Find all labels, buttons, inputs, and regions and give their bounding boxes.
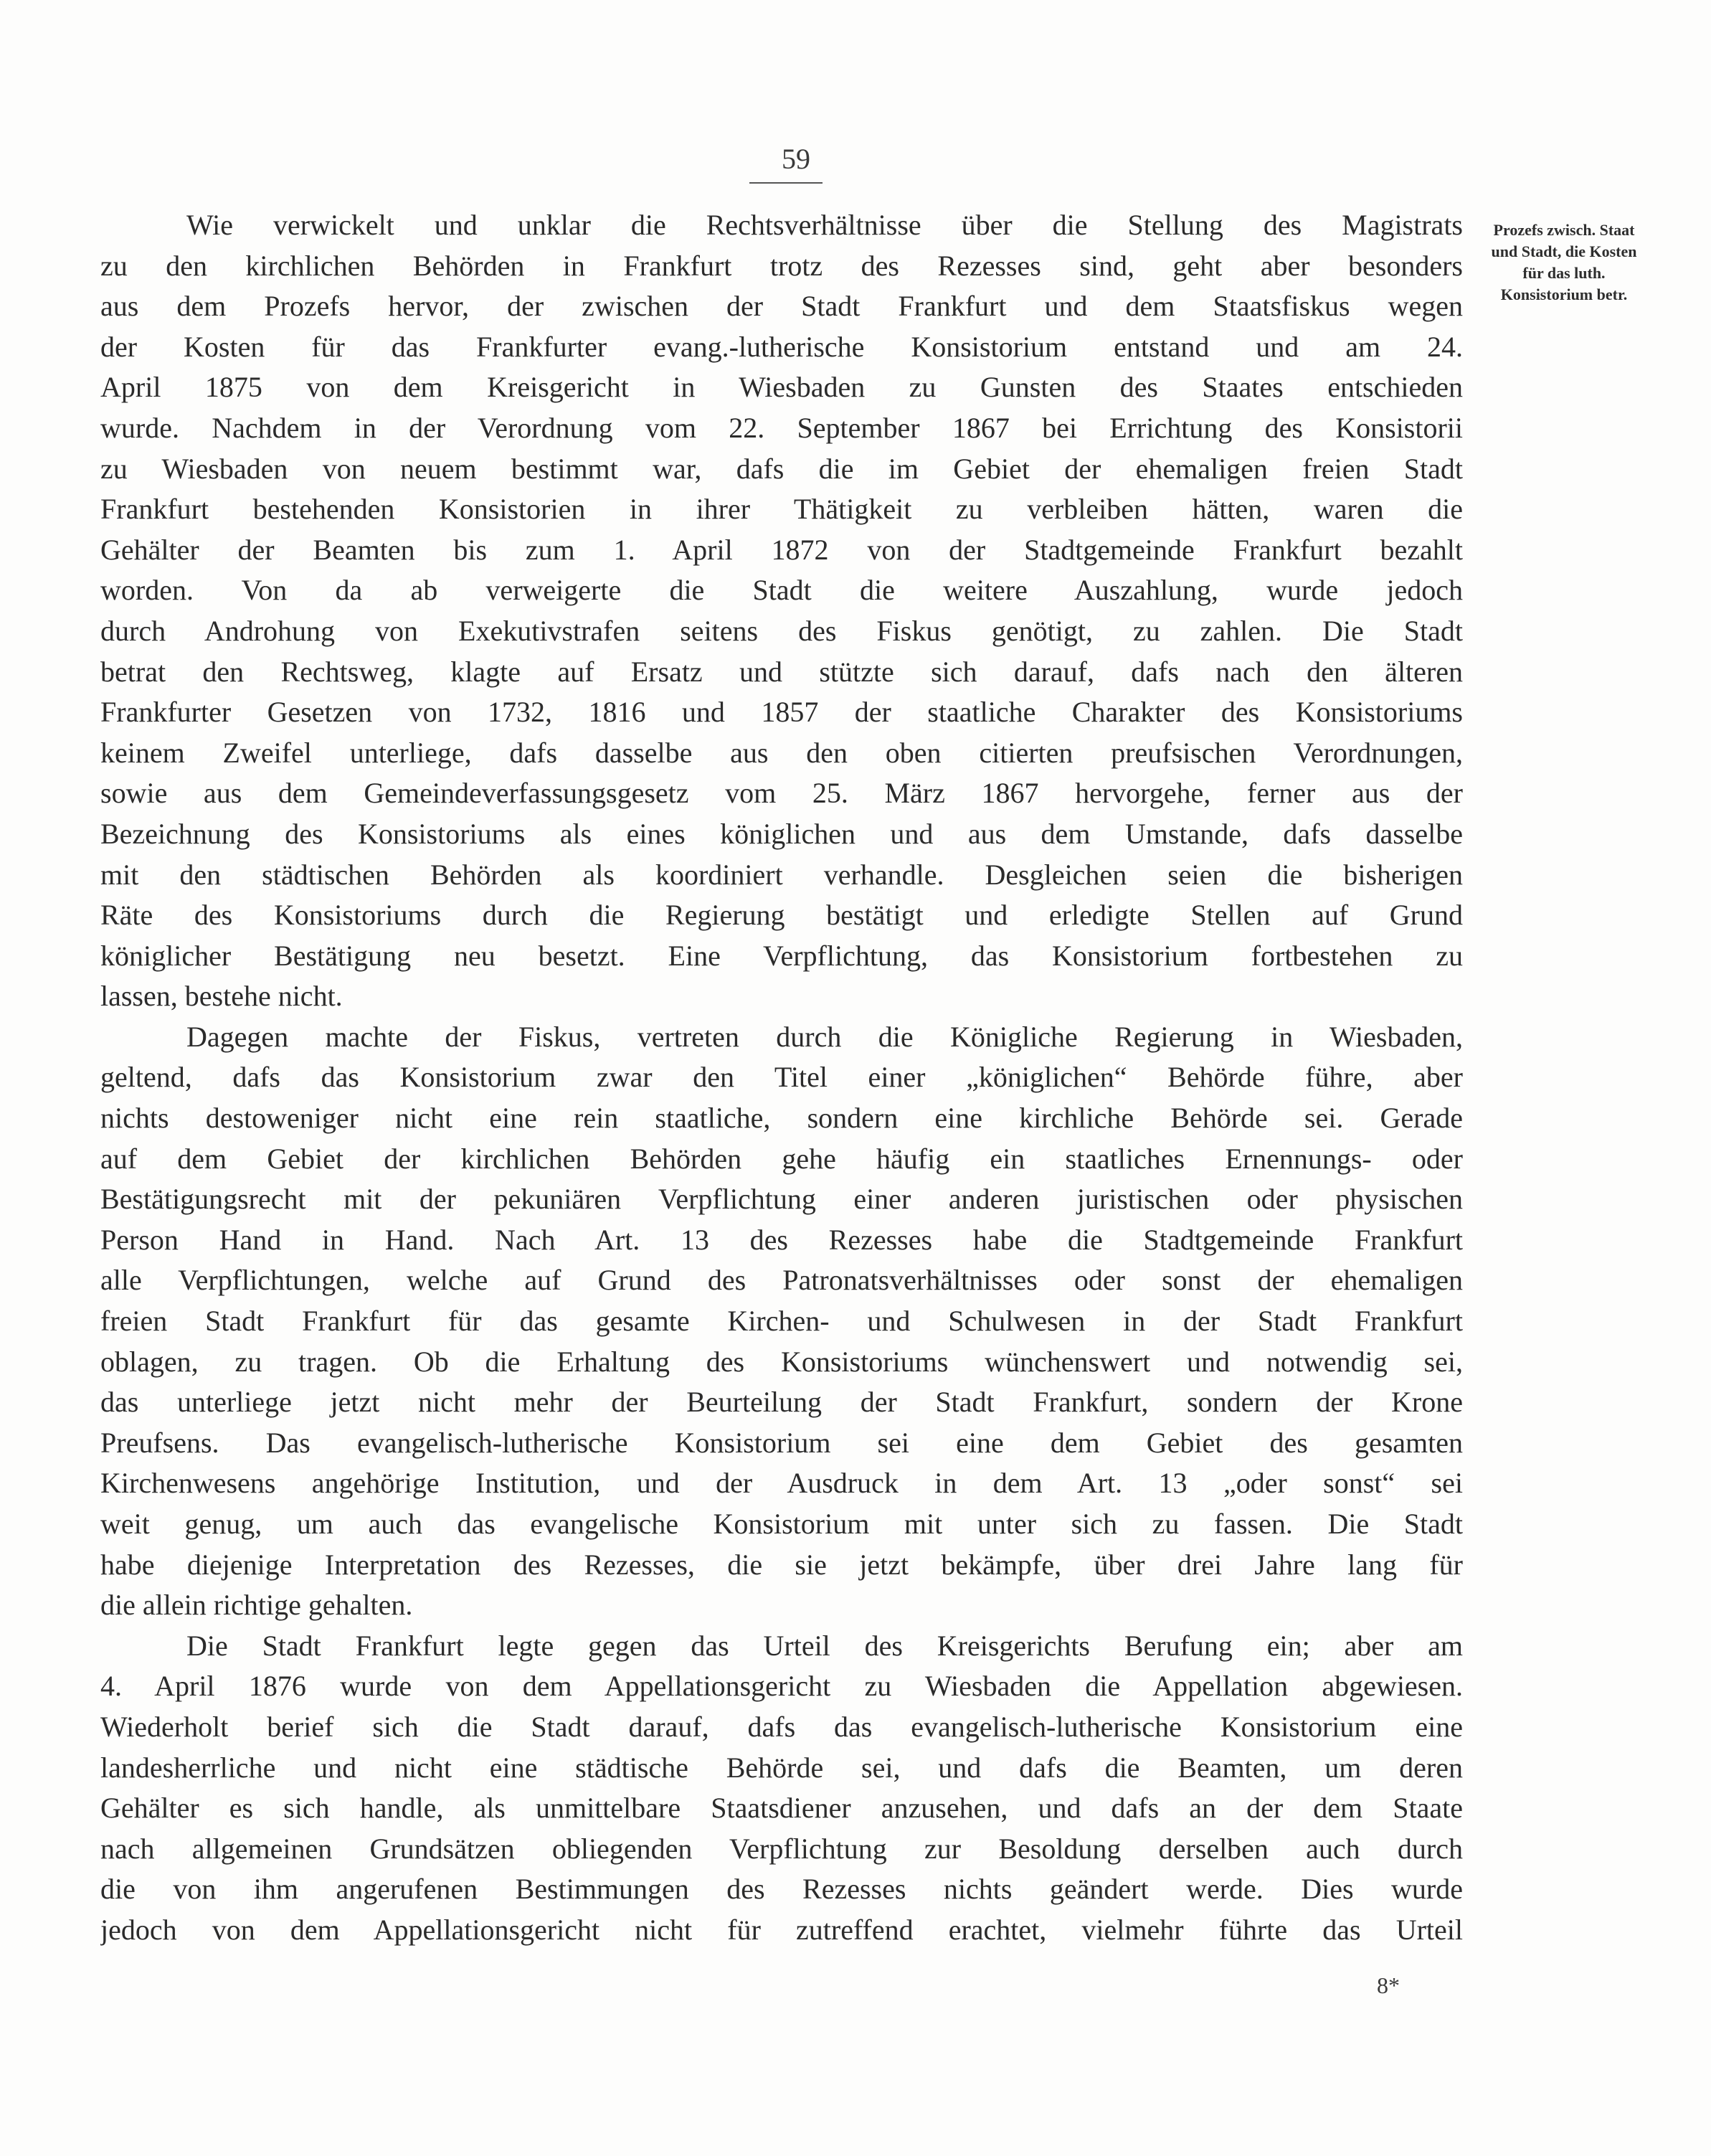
text-line: der Kosten für das Frankfurter evang.-lutherische Konsistorium entstand und am 24. bbox=[100, 330, 1463, 363]
text-line: auf dem Gebiet der kirchlichen Behörden gehe häufig ein staatliches Ernennungs- oder bbox=[100, 1142, 1463, 1175]
text-line: die von ihm angerufenen Bestimmungen des Rezesses nichts geändert werde. Dies wurde bbox=[100, 1873, 1463, 1906]
text-line: durch Androhung von Exekutivstrafen seitens des Fiskus genötigt, zu zahlen. Die Stadt bbox=[100, 614, 1463, 647]
text-line: worden. Von da ab verweigerte die Stadt die weitere Auszahlung, wurde jedoch bbox=[100, 574, 1463, 607]
text-line: nach allgemeinen Grundsätzen obliegenden Verpflichtung zur Besoldung derselben auch durch bbox=[100, 1832, 1463, 1865]
text-line: aus dem Prozefs hervor, der zwischen der Stadt Frankfurt und dem Staatsfiskus wegen bbox=[100, 290, 1463, 323]
text-line: Dagegen machte der Fiskus, vertreten durch die Königliche Regierung in Wiesbaden, bbox=[186, 1020, 1463, 1053]
text-line: Frankfurt bestehenden Konsistorien in ihrer Thätigkeit zu verbleiben hätten, waren die bbox=[100, 493, 1463, 526]
text-line: lassen, bestehe nicht. bbox=[100, 980, 343, 1013]
page-number: 59 bbox=[782, 143, 810, 175]
text-line: betrat den Rechtsweg, klagte auf Ersatz und stützte sich darauf, dafs nach den älteren bbox=[100, 655, 1463, 688]
margin-note: Prozefs zwisch. Staat und Stadt, die Kosten für das luth. Konsistorium betr. bbox=[1491, 221, 1637, 303]
text-line: landesherrliche und nicht eine städtische Behörde sei, und dafs die Beamten, um deren bbox=[100, 1751, 1463, 1784]
text-line: wurde. Nachdem in der Verordnung vom 22. September 1867 bei Errichtung des Konsistorii bbox=[100, 411, 1463, 444]
text-line: zu Wiesbaden von neuem bestimmt war, dafs die im Gebiet der ehemaligen freien Stadt bbox=[100, 452, 1463, 485]
text-line: geltend, dafs das Konsistorium zwar den Titel einer „königlichen“ Behörde führe, aber bbox=[100, 1061, 1463, 1094]
text-line: Kirchenwesens angehörige Institution, und der Ausdruck in dem Art. 13 „oder sonst“ sei bbox=[100, 1467, 1463, 1500]
text-line: keinem Zweifel unterliege, dafs dasselbe aus den oben citierten preufsischen Verordnungen, bbox=[100, 736, 1463, 769]
text-line: sowie aus dem Gemeindeverfassungsgesetz vom 25. März 1867 hervorgehe, ferner aus der bbox=[100, 777, 1463, 810]
text-line: freien Stadt Frankfurt für das gesamte Kirchen- und Schulwesen in der Stadt Frankfurt bbox=[100, 1305, 1463, 1338]
paragraph-2 bbox=[100, 1017, 1463, 1626]
text-line: Preufsens. Das evangelisch-lutherische Konsistorium sei eine dem Gebiet des gesamten bbox=[100, 1426, 1463, 1459]
text-line: Wie verwickelt und unklar die Rechtsverhältnisse über die Stellung des Magistrats bbox=[186, 209, 1463, 241]
text-line: das unterliege jetzt nicht mehr der Beurteilung der Stadt Frankfurt, sondern der Krone bbox=[100, 1386, 1463, 1419]
signature-mark: 8* bbox=[1377, 1972, 1400, 1998]
text-line: Person Hand in Hand. Nach Art. 13 des Rezesses habe die Stadtgemeinde Frankfurt bbox=[100, 1223, 1463, 1256]
text-line: oblagen, zu tragen. Ob die Erhaltung des Konsistoriums wünchenswert und notwendig sei, bbox=[100, 1345, 1463, 1378]
text-line: 4. April 1876 wurde von dem Appellationsgericht zu Wiesbaden die Appellation abgewiesen. bbox=[100, 1670, 1463, 1703]
text-line: Gehälter der Beamten bis zum 1. April 1872 von der Stadtgemeinde Frankfurt bezahlt bbox=[100, 533, 1463, 566]
paragraph-1 bbox=[100, 205, 1463, 1017]
text-line: Die Stadt Frankfurt legte gegen das Urteil des Kreisgerichts Berufung ein; aber am bbox=[186, 1629, 1463, 1662]
text-line: die allein richtige gehalten. bbox=[100, 1589, 413, 1622]
text-line: zu den kirchlichen Behörden in Frankfurt trotz des Rezesses sind, geht aber besonders bbox=[100, 249, 1463, 282]
text-line: Bestätigungsrecht mit der pekuniären Verpflichtung einer anderen juristischen oder physischen bbox=[100, 1183, 1463, 1216]
text-line: Wiederholt berief sich die Stadt darauf, dafs das evangelisch-lutherische Konsistorium eine bbox=[100, 1710, 1463, 1743]
text-line: jedoch von dem Appellationsgericht nicht für zutreffend erachtet, vielmehr führte das Urteil bbox=[100, 1913, 1463, 1946]
page-number-rule bbox=[749, 182, 823, 184]
text-line: Gehälter es sich handle, als unmittelbare Staatsdiener anzusehen, und dafs an der dem Staate bbox=[100, 1792, 1463, 1825]
text-line: königlicher Bestätigung neu besetzt. Eine Verpflichtung, das Konsistorium fortbestehen zu bbox=[100, 939, 1463, 972]
text-line: mit den städtischen Behörden als koordiniert verhandle. Desgleichen seien die bisherigen bbox=[100, 858, 1463, 891]
text-line: Räte des Konsistoriums durch die Regierung bestätigt und erledigte Stellen auf Grund bbox=[100, 899, 1463, 932]
paragraph-3 bbox=[100, 1626, 1463, 1951]
text-line: alle Verpflichtungen, welche auf Grund des Patronatsverhältnisses oder sonst der ehemaligen bbox=[100, 1264, 1463, 1297]
text-line: Frankfurter Gesetzen von 1732, 1816 und 1857 der staatliche Charakter des Konsistoriums bbox=[100, 696, 1463, 729]
text-line: Bezeichnung des Konsistoriums als eines königlichen und aus dem Umstande, dafs dasselbe bbox=[100, 817, 1463, 850]
body-text bbox=[100, 205, 1463, 1951]
text-line: nichts destoweniger nicht eine rein staatliche, sondern eine kirchliche Behörde sei. Gerade bbox=[100, 1102, 1463, 1135]
text-line: habe diejenige Interpretation des Rezesses, die sie jetzt bekämpfe, über drei Jahre lang für bbox=[100, 1548, 1463, 1581]
text-line: April 1875 von dem Kreisgericht in Wiesbaden zu Gunsten des Staates entschieden bbox=[100, 371, 1463, 404]
text-line: weit genug, um auch das evangelische Konsistorium mit unter sich zu fassen. Die Stadt bbox=[100, 1508, 1463, 1540]
